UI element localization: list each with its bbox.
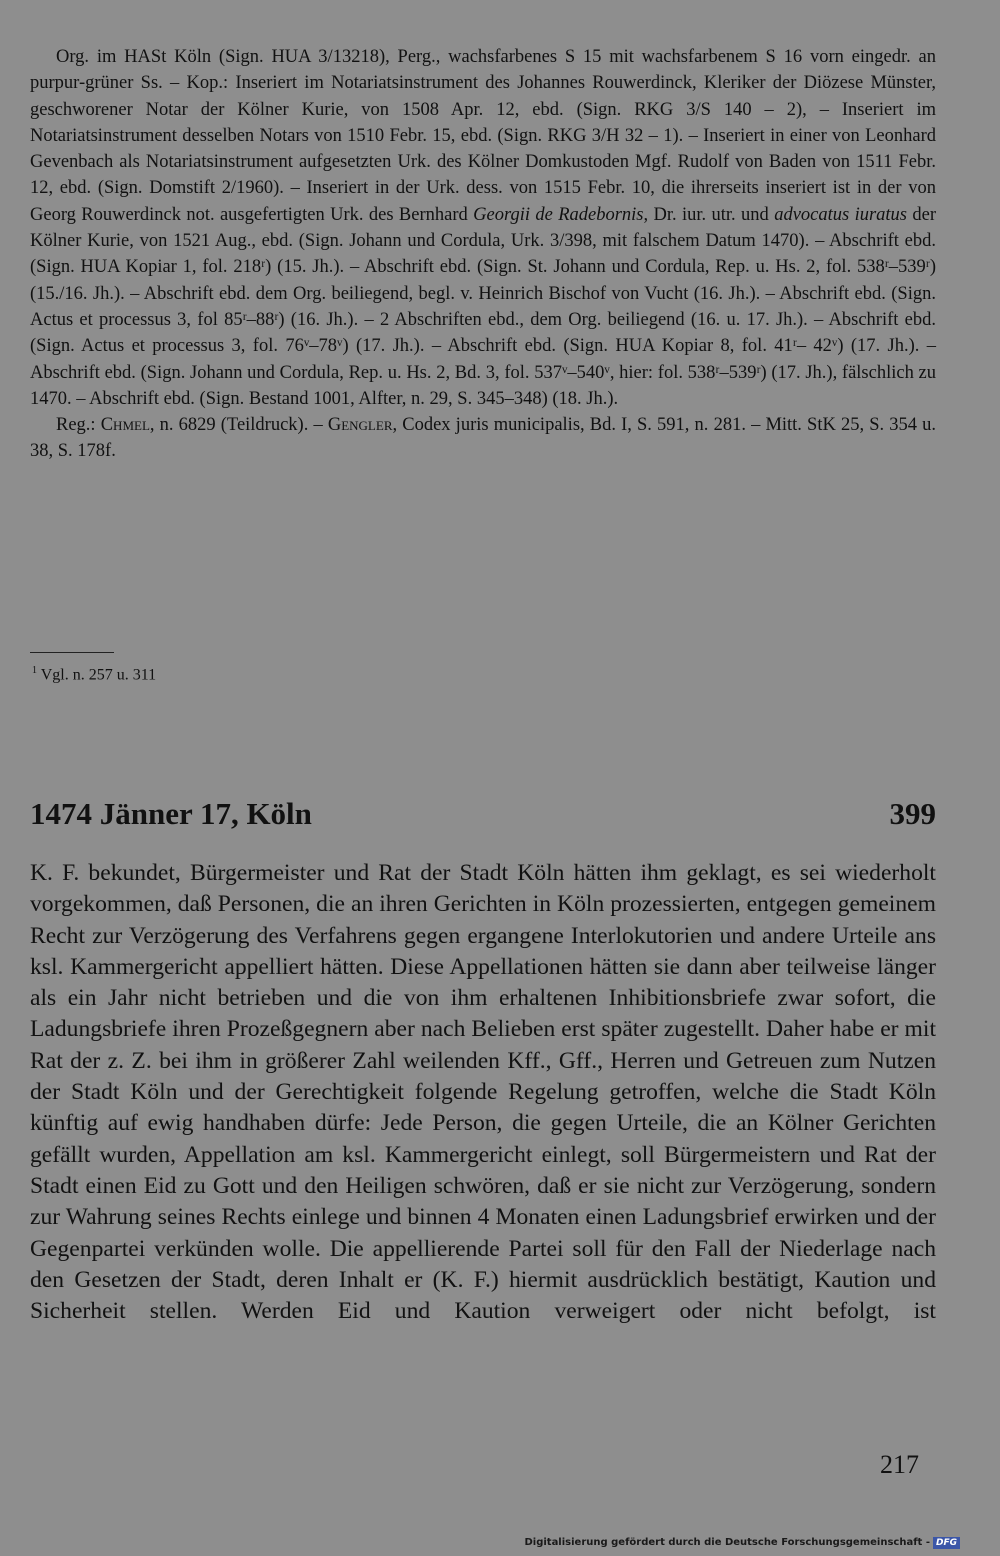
entry-body: [30, 858, 936, 1327]
source-italic-name: Georgii de Radebornis: [473, 204, 644, 225]
source-text: der Kölner Kurie, von 1521 Aug., ebd. (Sign. Johann und Cordula, Urk. 3/398, mit falschem Datum 1470). – Abschrift ebd. (Sign. HUA Kopiar 1, fol. 218ʳ) (15. Jh.). – Abschrift ebd. (Sign. St. Johann und Cordula, Rep. u. Hs. 2, fol. 538ʳ–539ʳ) (15./16. Jh.). – Abschrift ebd. dem Org. beiliegend, begl. v. Heinrich Bischof von Vucht (16. Jh.). – Abschrift ebd. (Sign. Actus et processus 3, fol 85ʳ–88ʳ) (16. Jh.). – 2 Abschriften ebd., dem Org. beiliegend (16. u. 17. Jh.). – Abschrift ebd. (Sign. Actus et processus 3, fol. 76ᵛ–78ᵛ) (17. Jh.). – Abschrift ebd. (Sign. HUA Kopiar 8, fol. 41ʳ– 42ᵛ) (17. Jh.). – Abschrift ebd. (Sign. Johann und Cordula, Rep. u. Hs. 2, Bd. 3, fol. 537ᵛ–540ᵛ, hier: fol. 538ʳ–539ʳ) (17. Jh.), fälschlich zu 1470. – Abschrift ebd. (Sign. Bestand 1001, Alfter, n. 29, S. 345–348) (18. Jh.).: [30, 204, 936, 409]
page-number: 217: [880, 1450, 919, 1479]
footnote-text: Vgl. n. 257 u. 311: [40, 666, 157, 684]
footnote-divider: [30, 652, 114, 653]
entry-date-place: 1474 Jänner 17, Köln: [30, 796, 312, 831]
regest-author: Gengler: [327, 415, 393, 436]
credit-text: Digitalisierung gefördert durch die Deutsche Forschungsgemeinschaft -: [524, 1537, 930, 1548]
entry-heading: [30, 794, 936, 834]
regest-label: Reg.:: [56, 415, 96, 436]
footnote-marker: 1: [32, 665, 37, 676]
source-notes: [30, 44, 936, 465]
source-text: , Dr. iur. utr. und: [643, 204, 769, 225]
source-text: Org. im HASt Köln (Sign. HUA 3/13218), Perg., wachsfarbenes S 15 mit wachsfarbenem S 16 vorn eingedr. an purpur-grüner Ss. – Kop.: Inseriert im Notariatsinstrument des Johannes Rouwerdinck, Kleriker der Diözese Münster, geschworener Notar der Kölner Kurie, von 1508 Apr. 12, ebd. (Sign. RKG 3/S 140 – 2), – Inseriert im Notariatsinstrument desselben Notars von 1510 Febr. 15, ebd. (Sign. RKG 3/H 32 – 1). – Inseriert in einer von Leonhard Gevenbach als Notariatsinstrument aufgesetzten Urk. des Kölner Domkustoden Mgf. Rudolf von Baden von 1511 Febr. 12, ebd. (Sign. Domstift 2/1960). – Inseriert in der Urk. dess. von 1515 Febr. 10, die ihrerseits inseriert ist in der von Georg Rouwerdinck not. ausgefertigten Urk. des Bernhard: [30, 47, 936, 225]
regest-paragraph: [30, 412, 936, 465]
regest-author: Chmel: [100, 415, 150, 436]
footnote: [32, 665, 156, 684]
entry-number: 399: [889, 796, 936, 831]
regest-text: , Codex juris municipalis, Bd. I, S. 591, n. 281. – Mitt. StK 25, S. 354 u. 38, S. 178f.: [30, 415, 937, 462]
dfg-logo-icon: DFG: [933, 1537, 960, 1549]
funding-credit: [524, 1537, 960, 1549]
source-italic-term: advocatus iuratus: [774, 204, 907, 225]
source-paragraph: [30, 44, 936, 412]
regest-text: , n. 6829 (Teildruck). –: [149, 415, 323, 436]
entry-text: K. F. bekundet, Bürgermeister und Rat der Stadt Köln hätten ihm geklagt, es sei wiederholt vorgekommen, daß Personen, die an ihren Gerichten in Köln prozessierten, entgegen gemeinem Recht zur Verzögerung des Verfahrens gegen ergangene Interlokutorien und andere Urteile ans ksl. Kammergericht appelliert hätten. Diese Appellationen hätten sie dann aber teilweise länger als ein Jahr nicht betrieben und die von ihm erhaltenen Inhibitionsbriefe zwar sofort, die Ladungsbriefe ihren Prozeßgegnern aber nach Belieben erst später zugestellt. Daher habe er mit Rat der z. Z. bei ihm in größerer Zahl weilenden Kff., Gff., Herren und Getreuen zum Nutzen der Stadt Köln und der Gerechtigkeit folgende Regelung getroffen, welche die Stadt Köln künftig auf ewig handhaben dürfe: Jede Person, die gegen Urteile, die an Kölner Gerichten gefällt wurden, Appellation am ksl. Kammergericht einlegt, soll Bürgermeistern und Rat der Stadt einen Eid zu Gott und den Heiligen schwören, daß er sie nicht zur Verzögerung, sondern zur Wahrung seines Rechts einlege und binnen 4 Monaten einen Ladungsbrief erwirken und der Gegenpartei verkünden wolle. Die appellierende Partei soll für den Fall der Niederlage nach den Gesetzen der Stadt, deren Inhalt er (K. F.) hiermit ausdrücklich bestätigt, Kaution und Sicherheit stellen. Werden Eid und Kaution verweigert oder nicht befolgt, ist: [30, 860, 936, 1325]
